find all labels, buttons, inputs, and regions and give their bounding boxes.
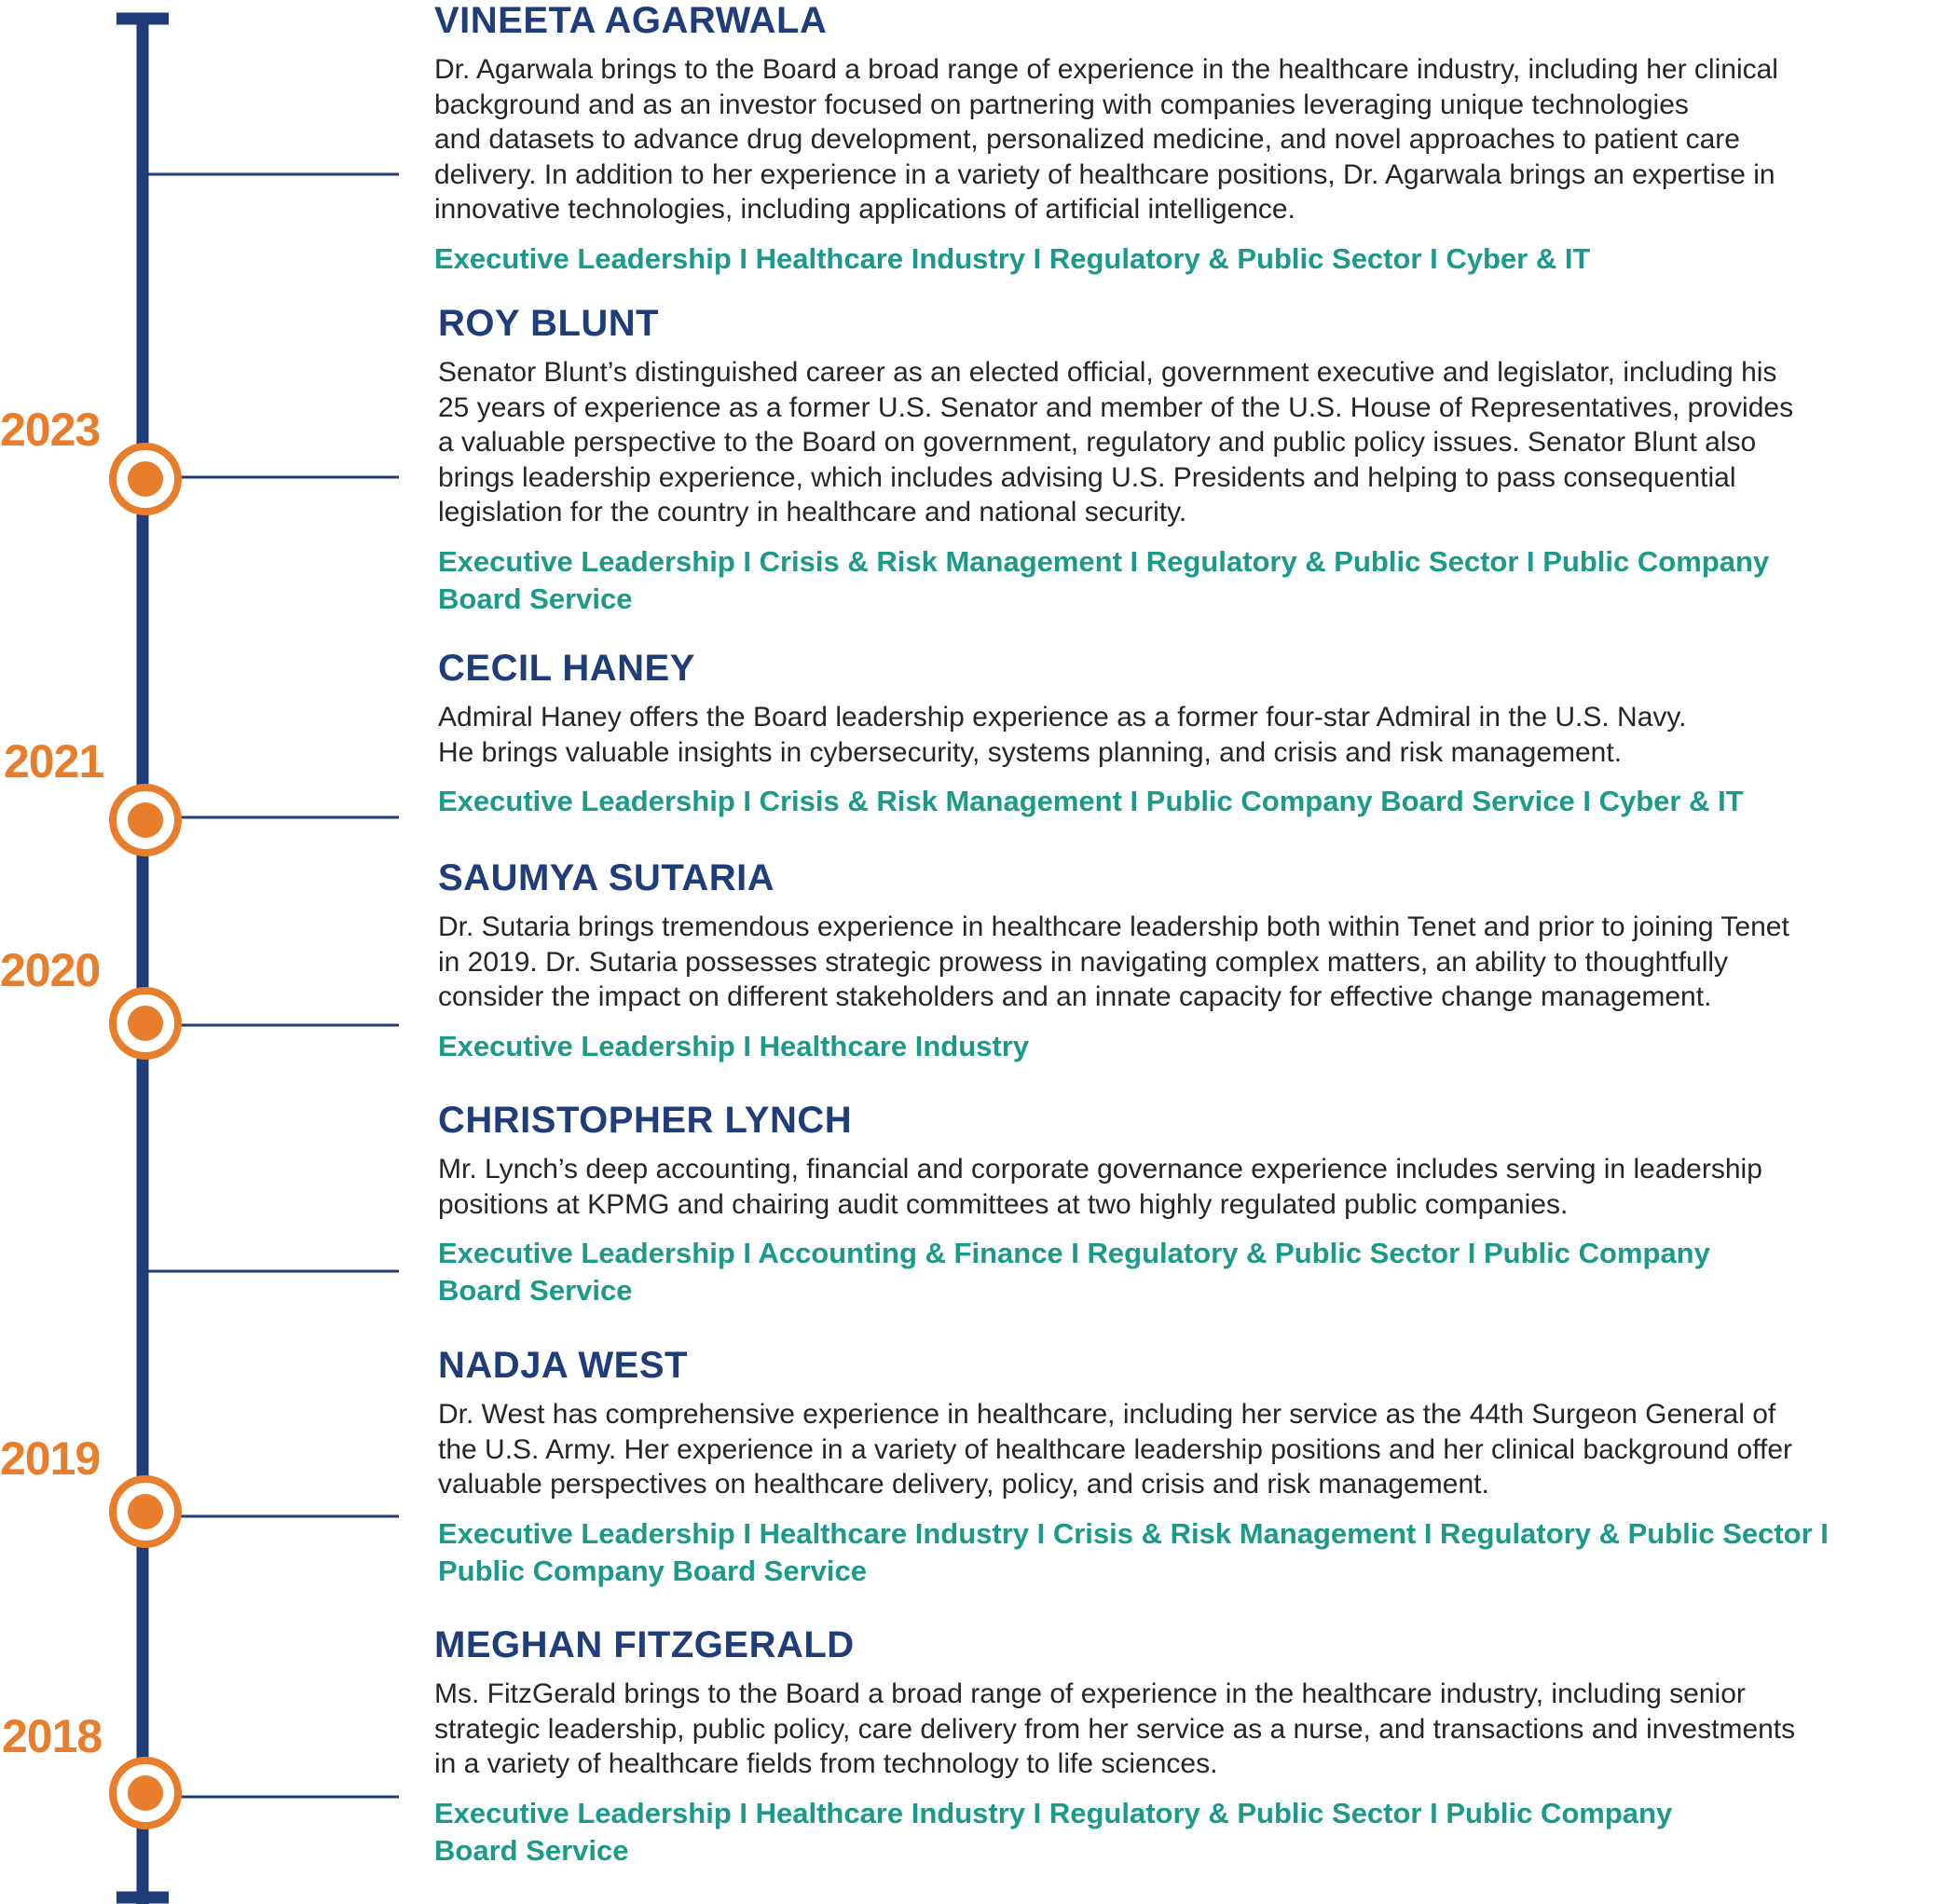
director-entry-fitzgerald [434, 1624, 1953, 1870]
director-description: Dr. Agarwala brings to the Board a broad range of experience in the healthcare industry, including her clinical background and as an investor focused on partnering with companies leveraging unique technologies and datasets to advance drug development, personalized medicine, and novel approaches to patient care delivery. In addition to her experience in a variety of healthcare positions, Dr. Agarwala brings an expertise in innovative technologies, including applications of artificial intelligence. [434, 54, 1778, 225]
director-name: MEGHAN FITZGERALD [434, 1624, 855, 1665]
director-name: CECIL HANEY [438, 648, 695, 689]
director-entry-west [438, 1345, 1957, 1590]
year-marker-2023 [113, 446, 178, 512]
director-entry-haney [438, 648, 1957, 820]
director-description: Dr. Sutaria brings tremendous experience in healthcare leadership both within Tenet and prior to joining Tenet in 2019. Dr. Sutaria possesses strategic prowess in navigating complex matters, an ability to thoughtfully consider the impact on different stakeholders and an innate capacity for effective change management. [438, 911, 1789, 1012]
director-skills: Executive Leadership I Healthcare Industry I Regulatory & Public Sector I Public Company Board Service [434, 1796, 1673, 1867]
director-description: Ms. FitzGerald brings to the Board a broad range of experience in the healthcare industry, including senior strategic leadership, public policy, care delivery from her service as a nurse, and transactions and investments in a variety of healthcare fields from technology to life sciences. [434, 1678, 1796, 1779]
director-skills: Executive Leadership I Healthcare Industry I Regulatory & Public Sector I Cyber & IT [434, 241, 1591, 275]
year-label-2023: 2023 [0, 404, 101, 456]
director-entry-lynch [438, 1100, 1957, 1309]
director-entry-agarwala [434, 0, 1953, 278]
director-entry-sutaria [438, 857, 1957, 1065]
director-name: ROY BLUNT [438, 303, 660, 344]
director-name: NADJA WEST [438, 1345, 688, 1386]
year-label-2020: 2020 [0, 944, 101, 996]
director-name: CHRISTOPHER LYNCH [438, 1100, 853, 1141]
year-label-2021: 2021 [4, 735, 104, 788]
year-marker-2020 [113, 991, 178, 1056]
director-description: Dr. West has comprehensive experience in healthcare, including her service as the 44th Surgeon General of the U.S. Army. Her experience in a variety of healthcare leadership positions and her clinical background offer valuable perspectives on healthcare delivery, policy, and crisis and risk management. [438, 1399, 1793, 1500]
year-marker-2019 [113, 1479, 178, 1544]
director-skills: Executive Leadership I Healthcare Industry [438, 1029, 1030, 1062]
year-label-2018: 2018 [2, 1710, 103, 1762]
director-skills: Executive Leadership I Accounting & Finance I Regulatory & Public Sector I Public Company Board Service [438, 1237, 1710, 1307]
director-skills: Executive Leadership I Healthcare Industry I Crisis & Risk Management I Regulatory & Public Sector I Public Company Board Service [438, 1516, 1829, 1587]
director-description: Senator Blunt’s distinguished career as an elected official, government executive and legislator, including his 25 years of experience as a former U.S. Senator and member of the U.S. House of Representatives, provides a valuable perspective to the Board on government, regulatory and public policy issues. Senator Blunt also brings leadership experience, which includes advising U.S. Presidents and helping to pass consequential legislation for the country in healthcare and national security. [438, 357, 1794, 527]
year-label-2019: 2019 [0, 1432, 101, 1485]
director-description: Admiral Haney offers the Board leadership experience as a former four-star Admiral in the U.S. Navy. He brings valuable insights in cybersecurity, systems planning, and crisis and risk management. [438, 702, 1687, 768]
year-marker-2018 [113, 1760, 178, 1826]
year-marker-2021 [113, 788, 178, 853]
director-skills: Executive Leadership I Crisis & Risk Management I Regulatory & Public Sector I Public Company Board Service [438, 544, 1770, 615]
director-skills: Executive Leadership I Crisis & Risk Management I Public Company Board Service I Cyber & IT [438, 785, 1744, 817]
director-name: SAUMYA SUTARIA [438, 857, 775, 898]
director-description: Mr. Lynch’s deep accounting, financial and corporate governance experience includes serving in leadership positions at KPMG and chairing audit committees at two highly regulated public companies. [438, 1154, 1762, 1220]
director-entry-blunt [438, 303, 1957, 618]
director-name: VINEETA AGARWALA [434, 0, 828, 41]
